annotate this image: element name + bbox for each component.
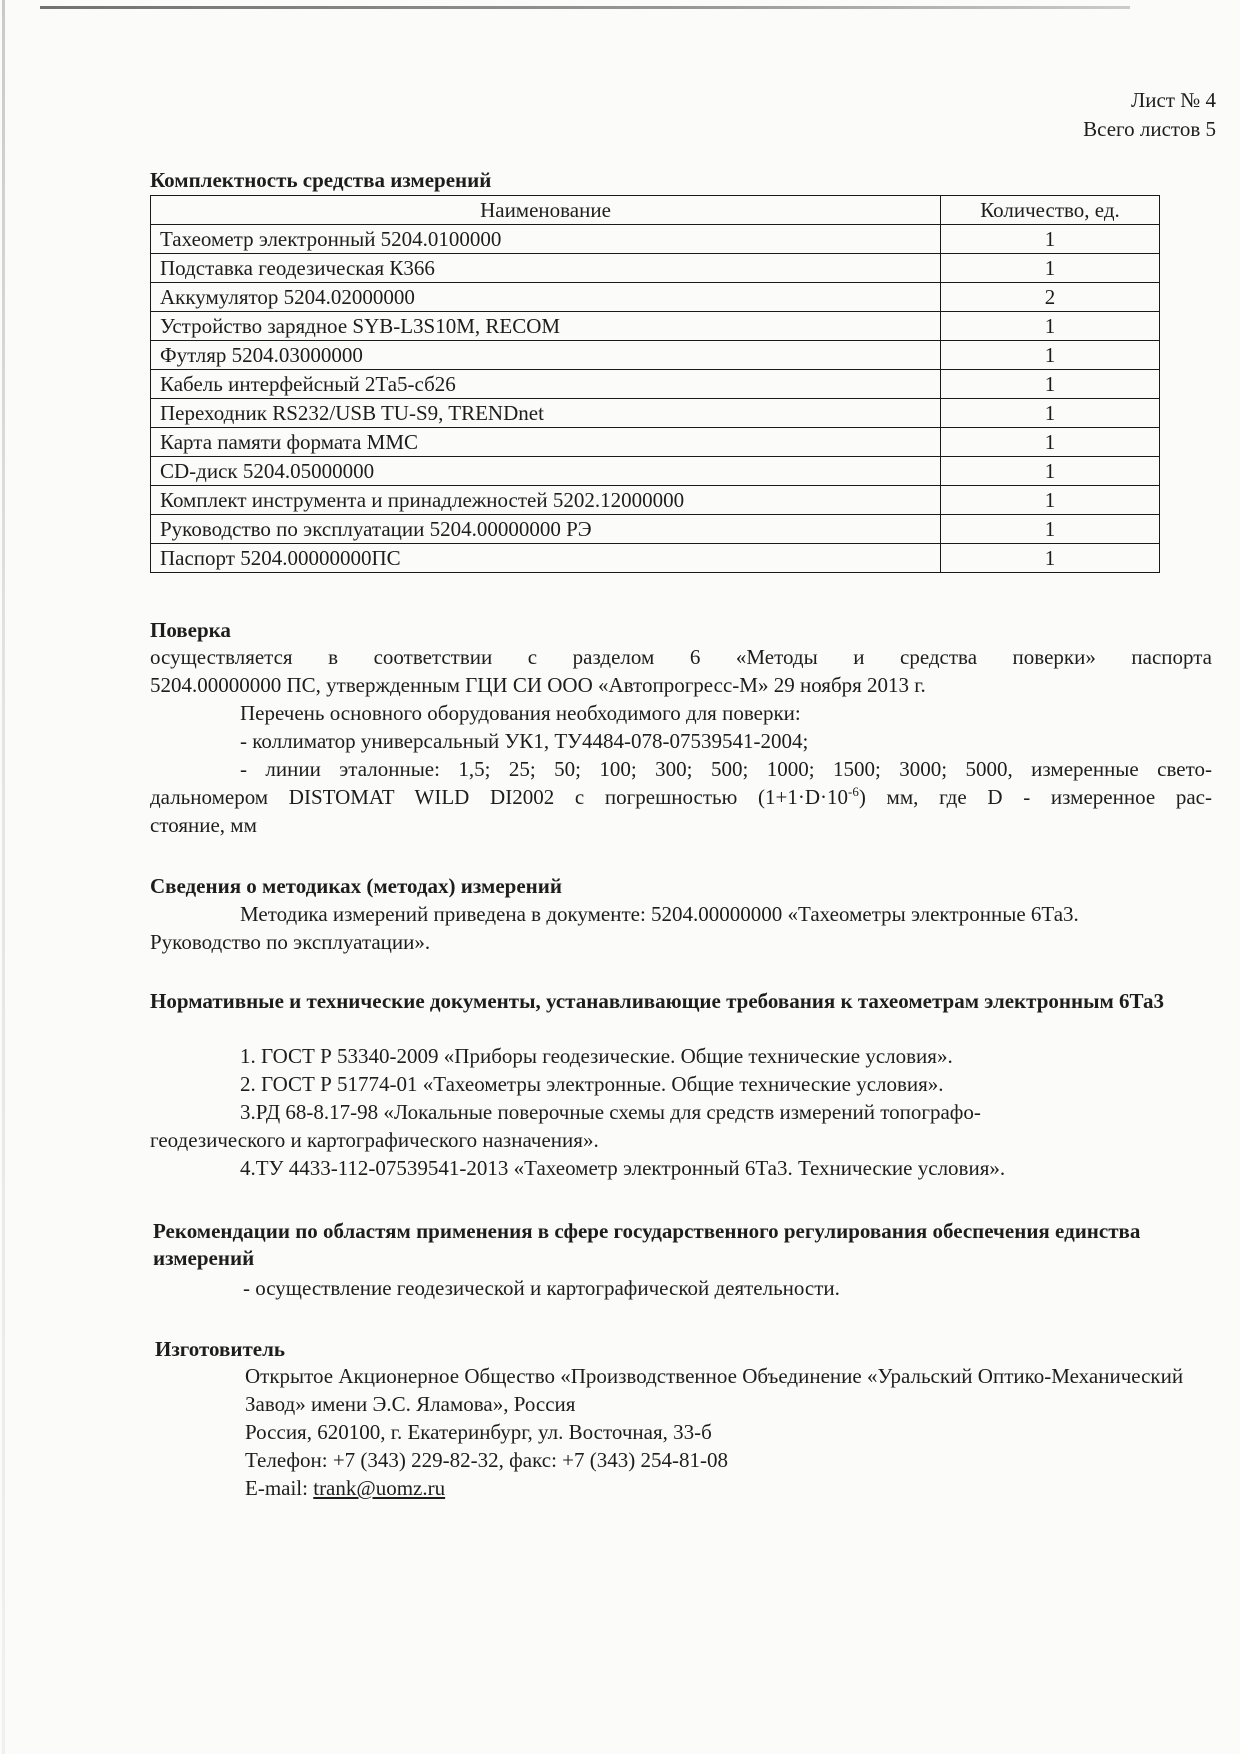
equipment-intro: Перечень основного оборудования необходимого для поверки: [240, 701, 801, 725]
normative-title: Нормативные и технические документы, устанавливающие требования к тахеометрам электронным 6Та3 [150, 989, 1165, 1013]
table-row [151, 225, 1160, 254]
table-row [151, 283, 1160, 312]
lines-b-post: ) мм, где D - измеренное рас- [858, 785, 1212, 809]
item-name-cell: Паспорт 5204.00000000ПС [151, 544, 941, 573]
col-header-name: Наименование [151, 196, 941, 225]
kit-title: Комплектность средства измерений [150, 168, 492, 192]
verification-title: Поверка [150, 618, 231, 642]
scan-edge-left [2, 0, 5, 1754]
kit-table [150, 195, 1160, 573]
methods-title: Сведения о методиках (методах) измерений [150, 874, 562, 898]
equipment-item-lines-c: стояние, мм [150, 813, 257, 837]
table-row [151, 370, 1160, 399]
item-qty-cell: 1 [941, 254, 1160, 283]
item-name-cell: Переходник RS232/USB TU-S9, TRENDnet [151, 399, 941, 428]
verification-line2: 5204.00000000 ПС, утвержденным ГЦИ СИ ООО «Автопрогресс-М» 29 ноября 2013 г. [150, 673, 926, 697]
item-name-cell: Подставка геодезическая К366 [151, 254, 941, 283]
manufacturer-phone: Телефон: +7 (343) 229-82-32, факс: +7 (343) 254-81-08 [245, 1448, 728, 1472]
item-name-cell: Устройство зарядное SYB-L3S10M, RECOM [151, 312, 941, 341]
item-name-cell: CD-диск 5204.05000000 [151, 457, 941, 486]
table-row [151, 341, 1160, 370]
item-name-cell: Руководство по эксплуатации 5204.00000000 РЭ [151, 515, 941, 544]
equipment-item-lines-a: - линии эталонные: 1,5; 25; 50; 100; 300; 500; 1000; 1500; 3000; 5000, измеренные свето- [240, 757, 1212, 781]
normative-list [150, 1042, 1212, 1182]
item-qty-cell: 1 [941, 399, 1160, 428]
verification-text [150, 643, 1212, 839]
equipment-item-collimator: - коллиматор универсальный УК1, ТУ4484-078-07539541-2004; [240, 729, 809, 753]
item-name-cell: Тахеометр электронный 5204.0100000 [151, 225, 941, 254]
equipment-item-lines-b [150, 783, 1212, 811]
email-link[interactable]: trank@uomz.ru [313, 1476, 446, 1500]
manufacturer-email-line [245, 1474, 1213, 1502]
item-qty-cell: 2 [941, 283, 1160, 312]
item-qty-cell: 1 [941, 544, 1160, 573]
col-header-qty: Количество, ед. [941, 196, 1160, 225]
lines-b-pre: дальномером DISTOMAT WILD DI2002 с погрешностью (1+1·D·10 [150, 785, 848, 809]
email-label: E-mail: [245, 1476, 314, 1500]
total-sheets-label: Всего листов 5 [1083, 117, 1216, 141]
item-qty-cell: 1 [941, 457, 1160, 486]
table-row [151, 428, 1160, 457]
scan-edge-top [40, 6, 1130, 9]
normative-doc-1: 1. ГОСТ Р 53340-2009 «Приборы геодезические. Общие технические условия». [240, 1044, 953, 1068]
manufacturer-name: Открытое Акционерное Общество «Производственное Объединение «Уральский Оптико-Механический Завод» имени Э.С. Яламова», Россия [245, 1364, 1184, 1416]
manufacturer-block [245, 1362, 1213, 1502]
item-qty-cell: 1 [941, 341, 1160, 370]
table-row [151, 515, 1160, 544]
kit-table-body [151, 225, 1160, 573]
table-row [151, 254, 1160, 283]
table-row [151, 486, 1160, 515]
item-name-cell: Комплект инструмента и принадлежностей 5202.12000000 [151, 486, 941, 515]
table-row [151, 399, 1160, 428]
item-name-cell: Карта памяти формата MMC [151, 428, 941, 457]
item-name-cell: Кабель интерфейсный 2Та5-сб26 [151, 370, 941, 399]
item-name-cell: Футляр 5204.03000000 [151, 341, 941, 370]
item-qty-cell: 1 [941, 312, 1160, 341]
lines-b-exponent: -6 [848, 784, 859, 799]
verification-line1: осуществляется в соответствии с разделом 6 «Методы и средства поверки» паспорта [150, 645, 1212, 669]
manufacturer-title: Изготовитель [155, 1337, 285, 1361]
normative-doc-4: 4.ТУ 4433-112-07539541-2013 «Тахеометр электронный 6Та3. Технические условия». [240, 1156, 1006, 1180]
item-qty-cell: 1 [941, 428, 1160, 457]
sheet-number [1083, 86, 1216, 144]
item-qty-cell: 1 [941, 370, 1160, 399]
table-row [151, 312, 1160, 341]
item-qty-cell: 1 [941, 486, 1160, 515]
item-qty-cell: 1 [941, 515, 1160, 544]
recommendations-title: Рекомендации по областям применения в сфере государственного регулирования обеспечения единства измерений [153, 1219, 1141, 1270]
item-name-cell: Аккумулятор 5204.02000000 [151, 283, 941, 312]
recommendations-text: - осуществление геодезической и картографической деятельности. [243, 1276, 840, 1300]
table-row [151, 544, 1160, 573]
normative-doc-2: 2. ГОСТ Р 51774-01 «Тахеометры электронные. Общие технические условия». [240, 1072, 944, 1096]
methods-text: Методика измерений приведена в документе: 5204.00000000 «Тахеометры электронные 6Та3. Руководство по эксплуатации». [150, 902, 1079, 954]
normative-doc-3: 3.РД 68-8.17-98 «Локальные поверочные схемы для средств измерений топографо-геодезического и картографического назначения». [150, 1100, 981, 1152]
kit-table-header [151, 196, 1160, 225]
table-row [151, 457, 1160, 486]
sheet-label: Лист № 4 [1130, 88, 1216, 112]
item-qty-cell: 1 [941, 225, 1160, 254]
manufacturer-address: Россия, 620100, г. Екатеринбург, ул. Восточная, 33-б [245, 1420, 712, 1444]
